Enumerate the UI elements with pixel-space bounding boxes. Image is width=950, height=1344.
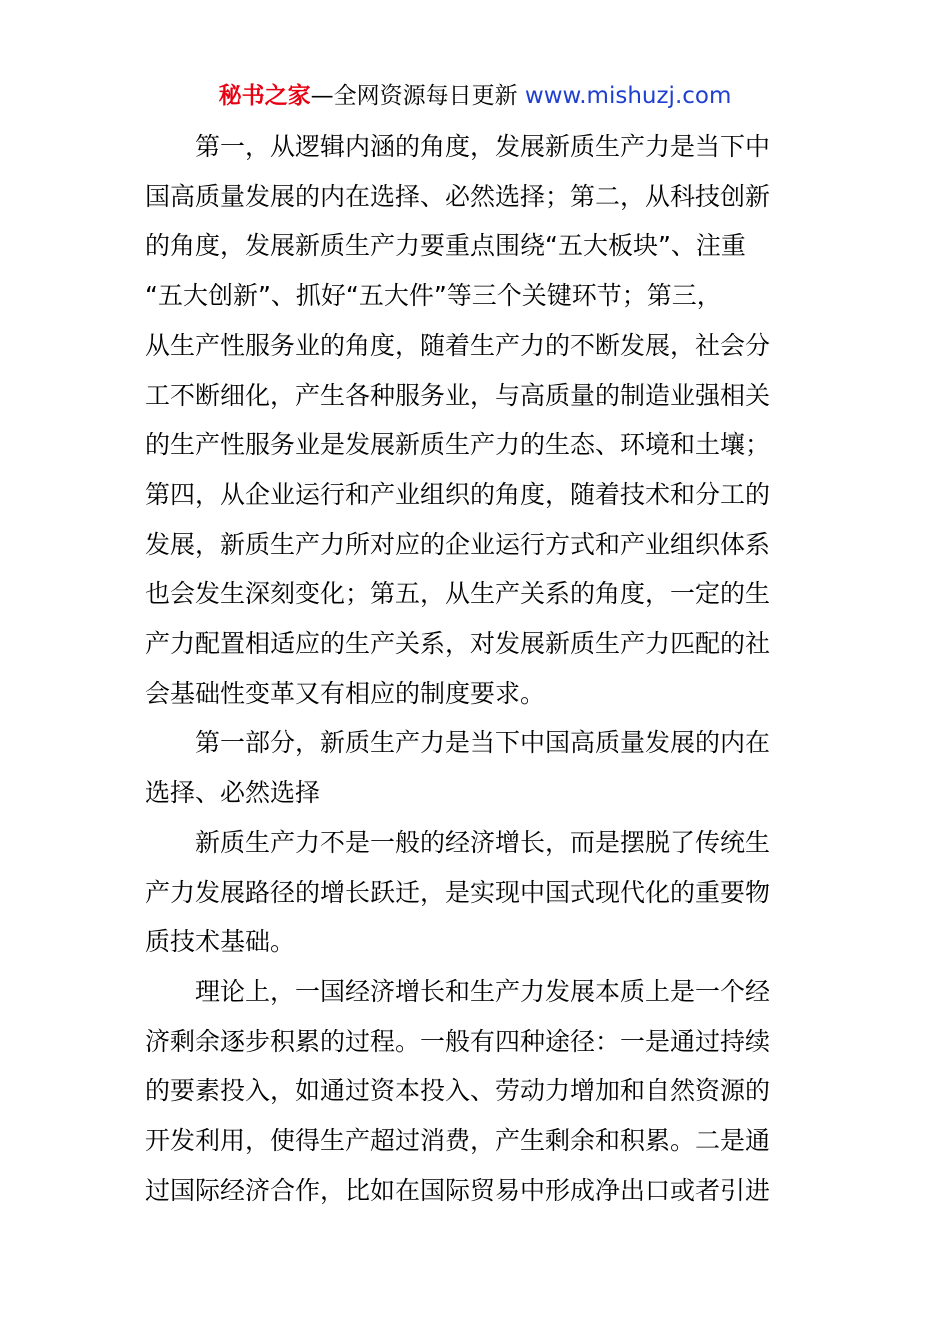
text-line: 也会发生深刻变化；第五，从生产关系的角度，一定的生 <box>145 579 771 609</box>
text-line: “五大创新”、抓好“五大件”等三个关键环节；第三， <box>145 281 722 311</box>
text-line: 的角度，发展新质生产力要重点围绕“五大板块”、注重 <box>145 231 746 261</box>
text-line: 工不断细化，产生各种服务业，与高质量的制造业强相关 <box>145 380 771 410</box>
text-line: 从生产性服务业的角度，随着生产力的不断发展，社会分 <box>145 330 771 360</box>
text-line: 开发利用，使得生产超过消费，产生剩余和积累。二是通 <box>145 1126 771 1156</box>
site-brand: 秘书之家 <box>218 83 311 109</box>
text-line: 济剩余逐步积累的过程。一般有四种途径：一是通过持续 <box>145 1026 771 1056</box>
text-line: 的要素投入，如通过资本投入、劳动力增加和自然资源的 <box>145 1076 771 1106</box>
text-line: 的生产性服务业是发展新质生产力的生态、环境和土壤； <box>145 430 771 460</box>
paragraph-overview <box>145 122 807 718</box>
text-line: 第四，从企业运行和产业组织的角度，随着技术和分工的 <box>145 479 771 509</box>
text-line: 会基础性变革又有相应的制度要求。 <box>145 678 546 708</box>
text-line: 第一部分，新质生产力是当下中国高质量发展的内在 <box>195 728 771 758</box>
text-line: 理论上，一国经济增长和生产力发展本质上是一个经 <box>195 976 771 1006</box>
site-tagline: —全网资源每日更新 <box>310 83 518 109</box>
text-line: 产力配置相适应的生产关系，对发展新质生产力匹配的社 <box>145 629 771 659</box>
text-line: 质技术基础。 <box>145 927 296 957</box>
section-heading <box>145 718 807 817</box>
site-url: www.mishuzj.com <box>524 83 732 109</box>
text-line: 过国际经济合作，比如在国际贸易中形成净出口或者引进 <box>145 1175 771 1205</box>
text-line: 选择、必然选择 <box>145 778 321 808</box>
paragraph-theory <box>145 967 807 1216</box>
text-line: 新质生产力不是一般的经济增长，而是摆脱了传统生 <box>195 827 771 857</box>
site-header <box>0 80 950 112</box>
text-line: 发展，新质生产力所对应的企业运行方式和产业组织体系 <box>145 529 771 559</box>
paragraph-definition <box>145 818 807 967</box>
text-line: 产力发展路径的增长跃迁，是实现中国式现代化的重要物 <box>145 877 771 907</box>
text-line: 第一，从逻辑内涵的角度，发展新质生产力是当下中 <box>195 132 771 161</box>
document-body <box>145 122 807 1215</box>
text-line: 国高质量发展的内在选择、必然选择；第二，从科技创新 <box>145 181 771 211</box>
